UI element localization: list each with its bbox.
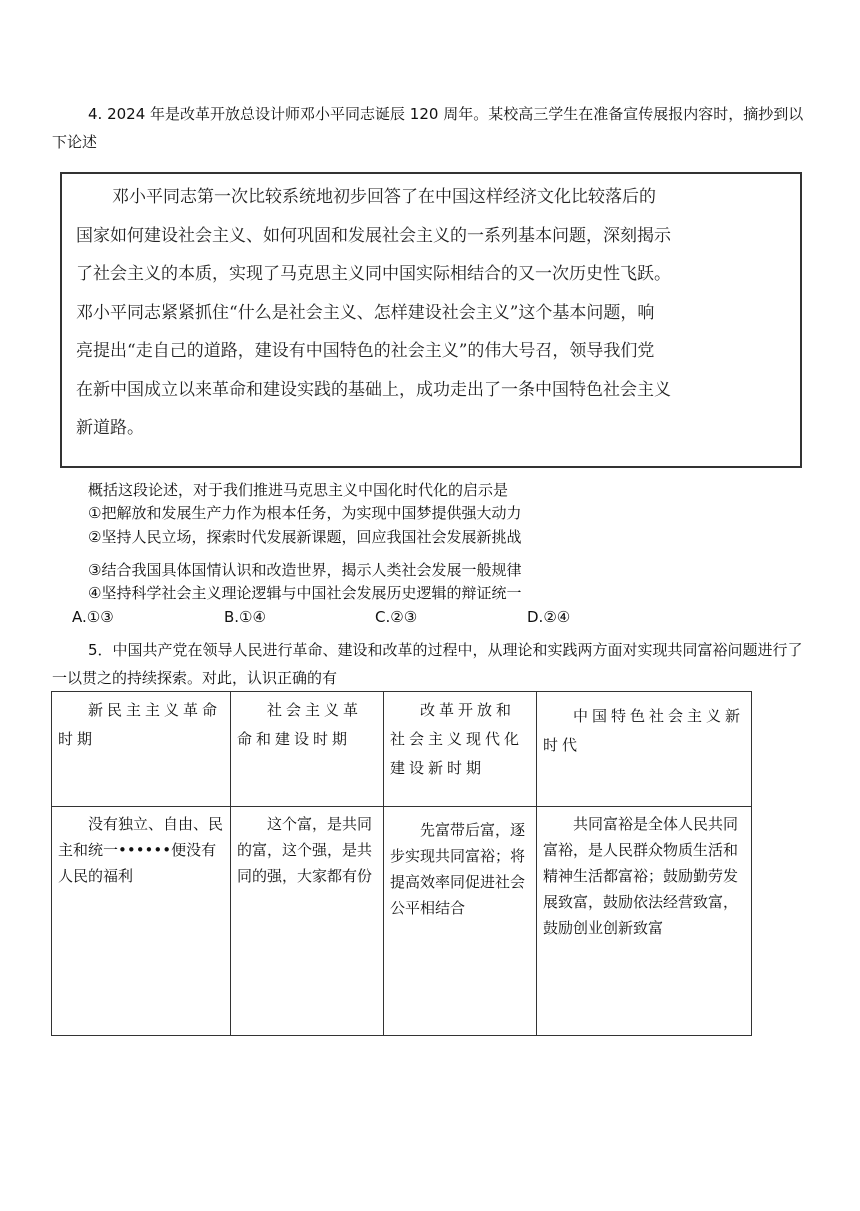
- quote-line: 新道路。: [76, 418, 144, 438]
- table-cell: 共同富裕是全体人民共同富裕，是人民群众物质生活和精神生活都富裕；鼓励勤劳发展致富，鼓励依法经营致富，鼓励创业创新致富: [537, 807, 752, 1036]
- statement-2: ②坚持人民立场，探索时代发展新课题，回应我国社会发展新挑战: [88, 528, 522, 546]
- quote-line: 在新中国成立以来革命和建设实践的基础上，成功走出了一条中国特色社会主义: [76, 379, 671, 400]
- quote-line: 邓小平同志第一次比较系统地初步回答了在中国这样经济文化比较落后的: [112, 187, 656, 207]
- table-header-cell: 中国特色社会主义新时代: [537, 692, 752, 807]
- quote-line: 了社会主义的本质，实现了马克思主义同中国实际相结合的又一次历史性飞跃。: [76, 264, 671, 284]
- quote-line: 国家如何建设社会主义、如何巩固和发展社会主义的一系列基本问题，深刻揭示: [76, 225, 671, 246]
- table-cell: 先富带后富，逐步实现共同富裕；将提高效率同促进社会公平相结合: [384, 807, 537, 1036]
- option-b[interactable]: B.①④: [224, 608, 266, 626]
- question-5-stem: 5．中国共产党在领导人民进行革命、建设和改革的过程中，从理论和实践两方面对实现共同富裕问题进行了一以贯之的持续探索。对此，认识正确的有: [52, 641, 803, 687]
- common-prosperity-table: [51, 691, 752, 1036]
- table-header-row: [52, 692, 752, 807]
- statement-4: ④坚持科学社会主义理论逻辑与中国社会发展历史逻辑的辩证统一: [88, 584, 522, 602]
- option-a[interactable]: A.①③: [72, 608, 114, 626]
- quote-line: 亮提出“走自己的道路，建设有中国特色的社会主义”的伟大号召，领导我们党: [76, 341, 655, 361]
- table-cell: 这个富，是共同的富，这个强，是共同的强，大家都有份: [231, 807, 384, 1036]
- table-cell: 没有独立、自由、民主和统一••••••便没有人民的福利: [52, 807, 231, 1036]
- statement-3: ③结合我国具体国情认识和改造世界，揭示人类社会发展一般规律: [88, 561, 522, 579]
- table-header-cell: 新民主主义革命时期: [52, 692, 231, 807]
- table-header-cell: 改革开放和社会主义现代化建设新时期: [384, 692, 537, 807]
- statement-1: ①把解放和发展生产力作为根本任务，为实现中国梦提供强大动力: [88, 504, 522, 522]
- table-header-cell: 社会主义革命和建设时期: [231, 692, 384, 807]
- quote-line: 邓小平同志紧紧抓住“什么是社会主义、怎样建设社会主义”这个基本问题，响: [76, 302, 655, 323]
- option-d[interactable]: D.②④: [527, 608, 571, 626]
- option-c[interactable]: C.②③: [375, 608, 418, 626]
- question-4-stem: 4. 2024 年是改革开放总设计师邓小平同志诞辰 120 周年。某校高三学生在准备宣传展报内容时，摘抄到以下论述: [52, 105, 804, 151]
- quote-box: [60, 172, 802, 468]
- question-4-prompt: 概括这段论述，对于我们推进马克思主义中国化时代化的启示是: [88, 481, 509, 499]
- table-row: [52, 807, 752, 1036]
